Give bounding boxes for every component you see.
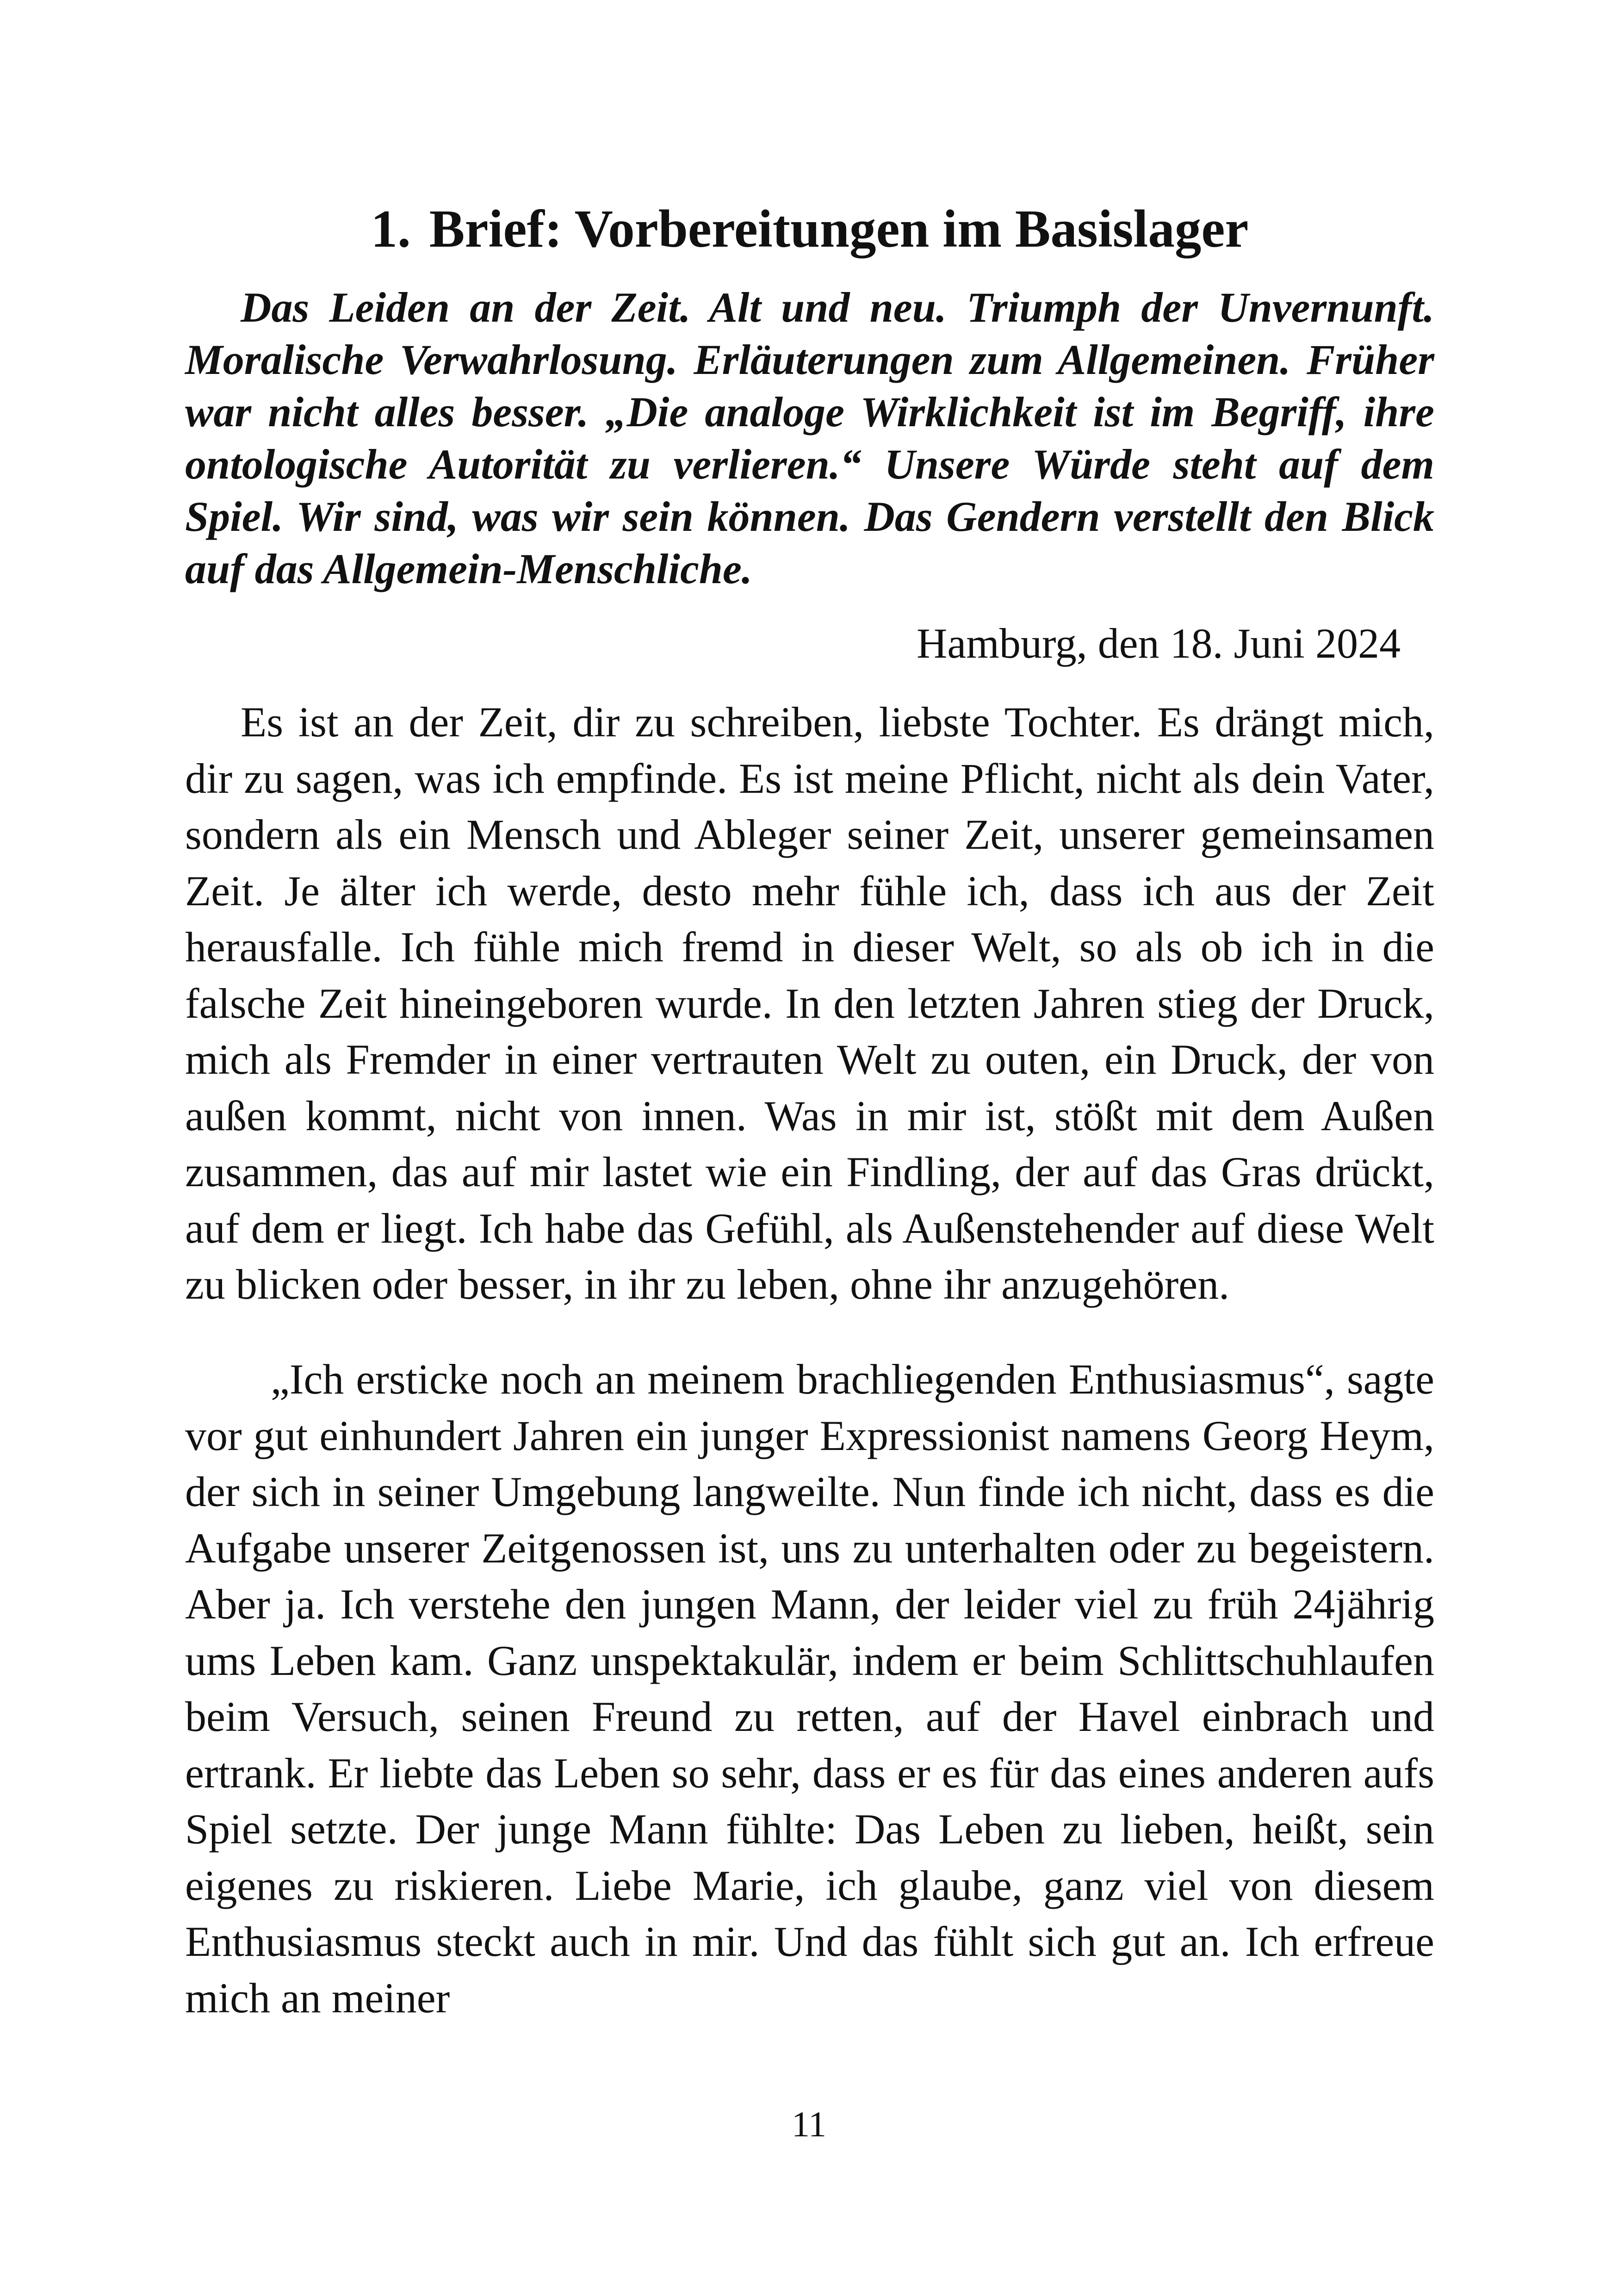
chapter-summary: Das Leiden an der Zeit. Alt und neu. Triumph der Unvernunft. Moralische Verwahrlosung. Erläuterungen zum Allgemeinen. Früher war nicht alles besser. „Die analoge Wirklichkeit ist im Begriff, ihre ontologische Autorität zu verlieren.“ Unsere Würde steht auf dem Spiel. Wir sind, was wir sein können. Das Gendern verstellt den Blick auf das Allgemein-Menschliche.	[185, 284, 1434, 592]
page-number: 11	[791, 2104, 827, 2144]
letter-dateline: Hamburg, den 18. Juni 2024	[916, 620, 1401, 667]
chapter-number: 1.	[371, 199, 411, 258]
chapter-heading	[185, 194, 1434, 264]
chapter-title: Brief: Vorbereitungen im Basislager	[429, 199, 1249, 258]
paragraph-2: „Ich ersticke noch an meinem brachliegenden Enthusiasmus“, sagte vor gut einhundert Jahren ein junger Expressionist namens Georg Heym, der sich in seiner Umgebung langweilte. Nun finde ich nicht, dass es die Aufgabe unserer Zeitgenossen ist, uns zu unterhalten oder zu begeistern. Aber ja. Ich verstehe den jungen Mann, der leider viel zu früh 24jährig ums Leben kam. Ganz unspektakulär, indem er beim Schlittschuhlaufen beim Versuch, seinen Freund zu retten, auf der Havel einbrach und ertrank. Er liebte das Leben so sehr, dass er es für das eines anderen aufs Spiel setzte. Der junge Mann fühlte: Das Leben zu lieben, heißt, sein eigenes zu riskieren. Liebe Marie, ich glaube, ganz viel von diesem Enthusiasmus steckt auch in mir. Und das fühlt sich gut an. Ich erfreue mich an meiner	[185, 1356, 1434, 2022]
paragraph-1: Es ist an der Zeit, dir zu schreiben, liebste Tochter. Es drängt mich, dir zu sagen, was ich empfinde. Es ist meine Pflicht, nicht als dein Vater, sondern als ein Mensch und Ableger seiner Zeit, unserer gemeinsamen Zeit. Je älter ich werde, desto mehr fühle ich, dass ich aus der Zeit herausfalle. Ich fühle mich fremd in dieser Welt, so als ob ich in die falsche Zeit hineingeboren wurde. In den letzten Jahren stieg der Druck, mich als Fremder in einer vertrauten Welt zu outen, ein Druck, der von außen kommt, nicht von innen. Was in mir ist, stößt mit dem Außen zusammen, das auf mir lastet wie ein Findling, der auf das Gras drückt, auf dem er liegt. Ich habe das Gefühl, als Außenstehender auf diese Welt zu blicken oder besser, in ihr zu leben, ohne ihr anzugehören.	[185, 698, 1434, 1308]
